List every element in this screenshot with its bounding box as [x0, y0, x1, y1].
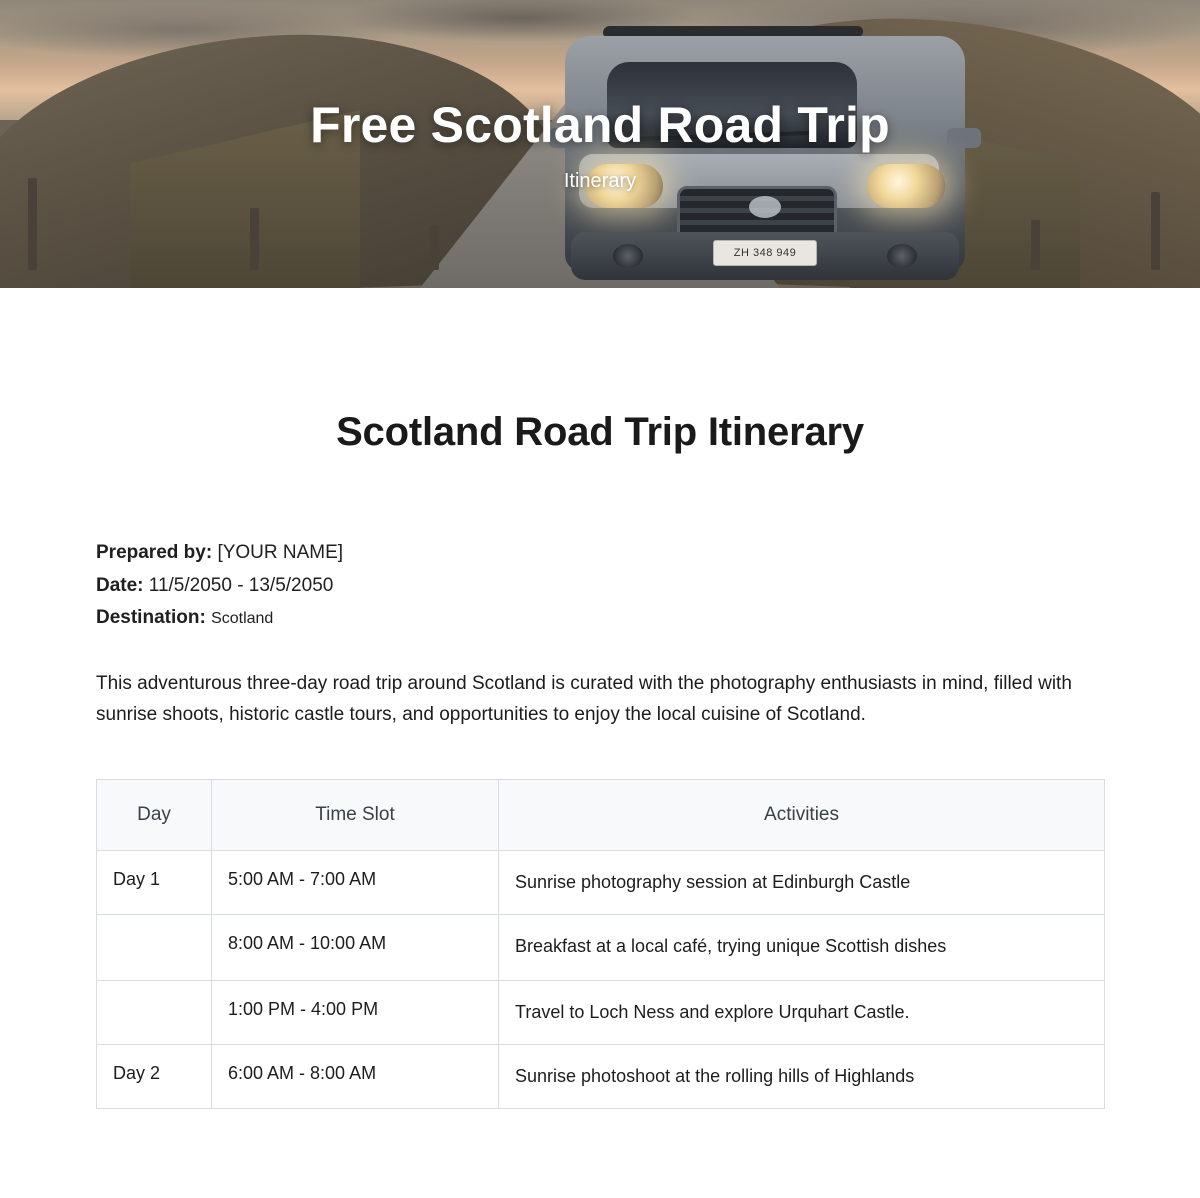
cell-day	[97, 980, 212, 1044]
destination-label: Destination:	[96, 607, 206, 629]
fence-post	[250, 208, 259, 270]
fence-post	[430, 226, 439, 270]
cell-time: 5:00 AM - 7:00 AM	[212, 850, 499, 914]
column-header-time-slot: Time Slot	[212, 779, 499, 850]
table-row	[97, 914, 1105, 980]
meta-date	[96, 570, 1104, 603]
meta-prepared-by	[96, 537, 1104, 570]
itinerary-table-wrapper	[96, 779, 1104, 1109]
cell-activity: Breakfast at a local café, trying unique Scottish dishes	[499, 914, 1105, 980]
fog-light-right	[887, 244, 917, 268]
intro-paragraph: This adventurous three-day road trip around Scotland is curated with the photography enthusiasts in mind, filled with sunrise shoots, historic castle tours, and opportunities to enjoy the local cuisine of Scotland.	[96, 673, 1072, 725]
page-title: Scotland Road Trip Itinerary	[336, 410, 864, 454]
cell-time: 6:00 AM - 8:00 AM	[212, 1044, 499, 1108]
document-content	[0, 288, 1200, 1109]
prepared-by-value: [YOUR NAME]	[217, 542, 344, 563]
cell-day	[97, 914, 212, 980]
car-badge-icon	[749, 196, 781, 218]
fence-post	[1031, 220, 1040, 270]
fence-post	[1151, 192, 1160, 270]
date-value: 11/5/2050 - 13/5/2050	[148, 574, 334, 596]
meta-destination	[96, 602, 1104, 635]
cell-activity: Sunrise photography session at Edinburgh Castle	[499, 850, 1105, 914]
hero-subtitle: Itinerary	[563, 170, 637, 192]
cell-time: 1:00 PM - 4:00 PM	[212, 980, 499, 1044]
table-row	[97, 1044, 1105, 1108]
destination-value: Scotland	[211, 610, 274, 628]
itinerary-table	[96, 779, 1105, 1109]
cell-activity: Travel to Loch Ness and explore Urquhart Castle.	[499, 980, 1105, 1044]
cell-activity: Sunrise photoshoot at the rolling hills of Highlands	[499, 1044, 1105, 1108]
date-label: Date:	[96, 574, 144, 596]
cell-time: 8:00 AM - 10:00 AM	[212, 914, 499, 980]
table-row	[97, 980, 1105, 1044]
document-meta	[96, 537, 1104, 635]
cell-day: Day 1	[97, 850, 212, 914]
column-header-activities: Activities	[499, 779, 1105, 850]
table-head	[97, 779, 1105, 850]
hero-banner	[0, 0, 1200, 288]
table-row	[97, 850, 1105, 914]
prepared-by-label: Prepared by:	[96, 542, 213, 563]
table-body	[97, 850, 1105, 1108]
table-header-row	[97, 779, 1105, 850]
fog-light-left	[613, 244, 643, 268]
column-header-day: Day	[97, 779, 212, 850]
cell-day: Day 2	[97, 1044, 212, 1108]
license-plate: ZH 348 949	[713, 240, 817, 266]
hero-title: Free Scotland Road Trip	[310, 97, 890, 153]
